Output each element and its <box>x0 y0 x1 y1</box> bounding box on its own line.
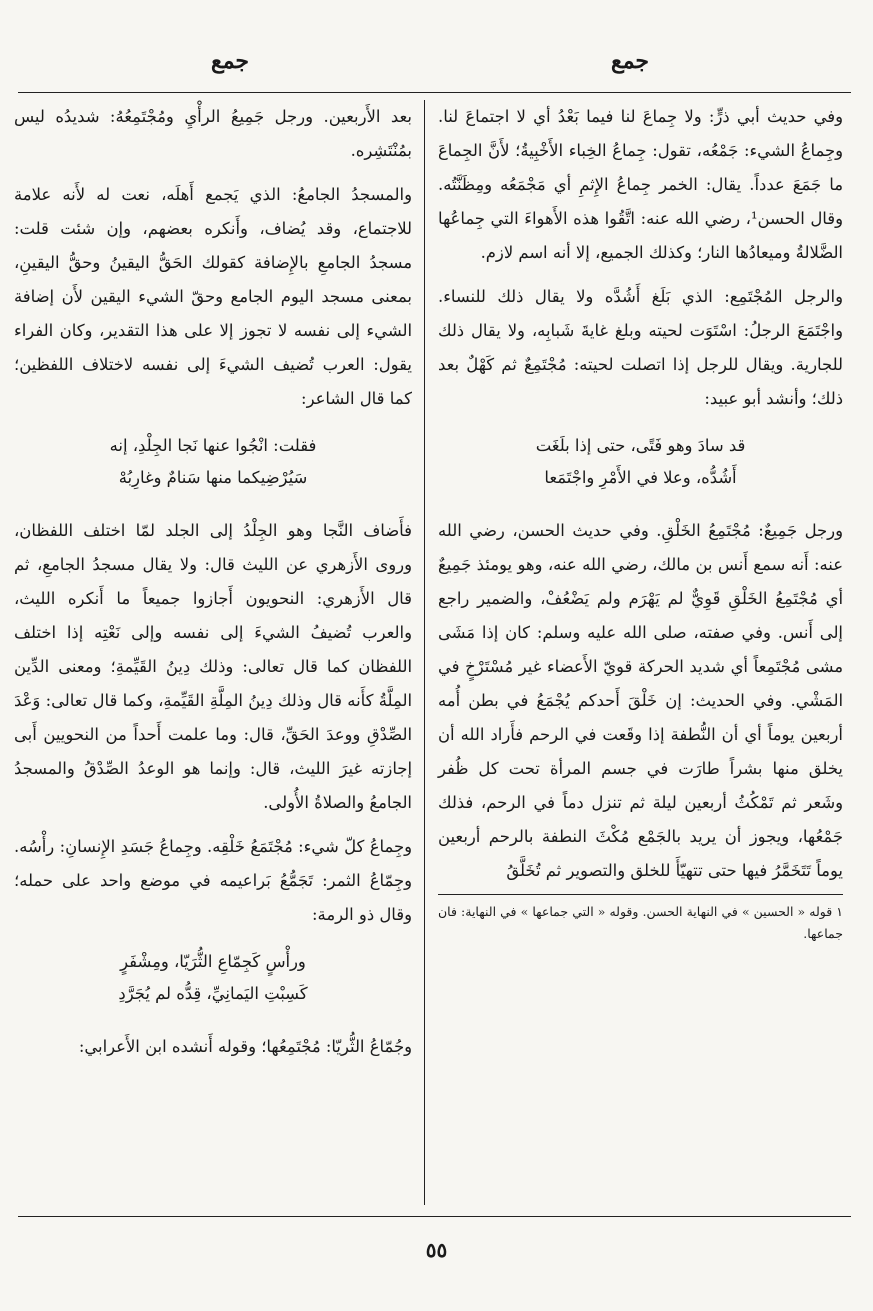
footnote: ١ قوله « الحسين » في النهاية الحسن. وقوله « التي جماعها » في النهاية: فان جماعها. <box>438 904 843 941</box>
paragraph: وجِماعُ كلّ شيء: مُجْتَمَعُ خَلْقِه. وجِماعُ جَسَدِ الإِنسانِ: رأْسُه. وجِمّاعُ الثمر: تَجَمُّعُ بَراعيمه في موضع واحد على حمله؛ وقال ذو الرمة: <box>14 837 412 924</box>
verse-line: فقلت: انْجُوا عنها نَجا الجِلْدِ، إنه <box>109 436 317 455</box>
running-header-left: جمع <box>210 48 250 74</box>
paragraph: والرجل المُجْتَمِع: الذي بَلَغ أَشُدَّه ولا يقال ذلك للنساء. واجْتَمَعَ الرجلُ: اسْتَوَت لحيته وبلغ غايةَ شَبابِه، ولا يقال ذلك للجارية. ويقال للرجل إذا اتصلت لحيته: مُجْتَمِعٌ ثم كَهْلٌ بعد ذلك؛ وأنشد أبو عبيد: <box>438 287 843 408</box>
header-rule <box>18 92 851 93</box>
verse <box>14 430 412 494</box>
verse-line: أَشُدُّه، وعلا في الأَمْرِ واجْتَمَعا <box>544 468 737 487</box>
paragraph: فأَضاف النَّجا وهو الجِلْدُ إلى الجلد لمّا اختلف اللفظان، وروى الأَزهري عن الليث قال: ولا يقال مسجدُ الجامعِ، ثم قال الأَزهري: النحويون أَجازوا جميعاً ما أَنكره الليث، والعرب تُضيفُ الشيءَ إلى نفسه وإلى نَعْتِه إذا اختلف اللفظان كما قال تعالى: وذلك دِينُ القَيِّمةِ؛ ومعنى الدِّين المِلَّةُ كأَنه قال وذلك دِينُ المِلَّةِ القَيِّمةِ، وكما قال تعالى: وَعْدَ الصِّدْقِ ووعدَ الحَقِّ، قال: وما علمت أَحداً من النحويين أَبى إجازته غيرَ الليث، قال: وإنما هو الوعدُ الصِّدْقُ والمسجدُ الجامعُ والصلاةُ الأُولى. <box>14 521 412 812</box>
verse-line: سَيُرْضِيكما منها سَنامٌ وغارِبُهْ <box>118 468 308 487</box>
right-column <box>438 100 843 945</box>
footnote-rule <box>438 894 843 895</box>
page-number: ٥٥ <box>425 1238 448 1262</box>
left-column <box>14 100 412 1064</box>
paragraph: وجُمّاعُ الثُّريّا: مُجْتَمِعُها؛ وقوله أَنشده ابن الأَعرابي: <box>78 1037 412 1056</box>
verse-line: ورأْسٍ كَجِمّاعِ الثُّرَيّا، ومِشْفَرٍ <box>120 952 306 971</box>
column-divider <box>424 100 425 1205</box>
verse <box>438 430 843 494</box>
paragraph: والمسجدُ الجامعُ: الذي يَجمع أَهلَه، نعت له لأَنه علامة للاجتماع، وقد يُضاف، وأَنكره بعضهم، وإن شئت قلت: مسجدُ الجامعِ بالإِضافة كقولك الحَقُّ اليقينُ وحقُّ اليقينِ، بمعنى مسجد اليوم الجامع وحقّ الشيء اليقين لأَن إضافة الشيء إلى نفسه لا تجوز إلا على هذا التقدير، وكان الفراء يقول: العرب تُضيف الشيءَ إلى نفسه لاختلاف اللفظين؛ كما قال الشاعر: <box>14 185 412 408</box>
verse <box>14 946 412 1010</box>
paragraph: وفي حديث أبي ذرٍّ: ولا جِماعَ لنا فيما بَعْدُ أي لا اجتماعَ لنا. وجِماعُ الشيء: جَمْعُه، تقول: جِماعُ الخِباء الأَخْبِيةُ؛ لأَنَّ الجِماعَ ما جَمَعَ عدداً. يقال: الخمر جِماعُ الإِثمِ أي مَجْمَعُه ومِظَنَّتُه. وقال الحسن¹، رضي الله عنه: اتَّقُوا هذه الأَهواءَ التي جِماعُها الضَّلالةُ وميعادُها النار؛ وكذلك الجميع، إلا أنه اسم لازم. <box>438 107 844 262</box>
running-header-right: جمع <box>610 48 650 74</box>
verse-line: كَسِبْتِ اليَمانِيِّ، قِدُّه لم يُجَرَّدِ <box>118 984 308 1003</box>
paragraph: بعد الأَربعين. ورجل جَمِيعُ الرأْيِ ومُجْتَمِعُهُ: شديدُه ليس بمُنْتَشِره. <box>14 107 412 160</box>
verse-line: قد سادَ وهو فَتًى، حتى إذا بلَغَت <box>535 436 746 455</box>
footer-rule <box>18 1216 851 1217</box>
paragraph: ورجل جَمِيعٌ: مُجْتَمِعُ الخَلْقِ. وفي حديث الحسن، رضي الله عنه: أَنه سمع أَنس بن مالك، رضي الله عنه، وهو يومئذ جَمِيعٌ أي مُجْتَمِعُ الخَلْقِ قَوِيٌّ لم يَهْرَم ولم يَضْعُفْ، والضمير راجع إلى أَنس. وفي صفته، صلى الله عليه وسلم: كان إذا مَشَى مشى مُجْتَمِعاً أي شديد الحركة قويّ الأَعضاء غير مُسْتَرْخٍ في المَشْي. وفي الحديث: إن خَلْقَ أَحدكم يُجْمَعُ في بطن أُمه أربعين يوماً أي أن النُّطفة إذا وقَعت في الرحم فأَراد الله أن يخلق منها بشراً طارَت في جسم المرأة تحت كل ظُفر وشَعر ثم تَمْكُثُ أربعين ليلة ثم تنزل دماً في الرحم، فذلك جَمْعُها، ويجوز أن يريد بالجَمْع مُكْثَ النطفة بالرحم أربعين يوماً تَتَخَمَّرُ فيها حتى تتهيّأَ للخلق والتصوير ثم تُخَلَّقُ <box>438 521 843 880</box>
